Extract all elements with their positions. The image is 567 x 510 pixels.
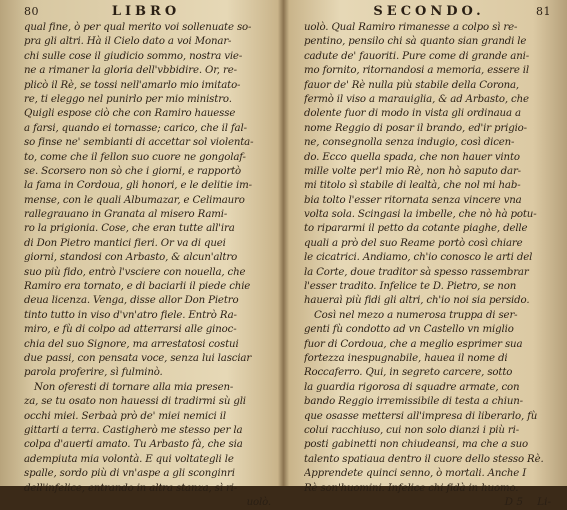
- text-line: due passi, con pensata voce, senza lui lasciar: [24, 352, 252, 364]
- text-line: l'esser tradito. Infelice te D. Pietro, se non: [304, 281, 517, 293]
- text-line: rallegrauano in Granata al misero Rami-: [24, 209, 228, 221]
- text-line: adempiuta mia volontà. E qui voltategli le: [24, 453, 234, 465]
- text-line: Quigli espose ciò che con Ramiro hauesse: [24, 108, 236, 120]
- text-line: do. Ecco quella spada, che non hauer vinto: [304, 151, 520, 163]
- text-line: volta sola. Scingasi la imbelle, che nò hà potu-: [304, 209, 537, 221]
- text-line: fauor de' Rè nulla più stabile della Corona,: [304, 79, 519, 91]
- text-line: pentino, pensilo chi sà quanto sian grandi le: [304, 36, 527, 48]
- text-line: Roccaferro. Qui, in segreto carcere, sotto: [304, 367, 513, 379]
- left-page-text: [24, 21, 271, 510]
- text-line: Rè son'huomini. Infelice chi fidà in huomo.: [304, 482, 519, 494]
- right-running-head: [304, 4, 551, 19]
- right-running-title: SECONDO.: [373, 4, 485, 19]
- text-line: giorni, standosi con Arbasto, & alcun'altro: [24, 252, 238, 264]
- text-line: uolò. Qual Ramiro rimanesse a colpo sì re-: [304, 22, 518, 33]
- text-line: que osasse mettersi all'impresa di liberarlo, fù: [304, 410, 538, 422]
- text-line: haueraì più fidi gli altri, ch'io noi sia persido.: [304, 295, 530, 307]
- text-line: mense, con le quali Albumazar, e Celimauro: [24, 194, 245, 206]
- text-line: di Don Pietro mantici fieri. Or va di quei: [24, 237, 226, 249]
- text-line: qual fine, ò per qual merito voi sollenuate so-: [24, 22, 252, 33]
- text-line: cadute de' fauoriti. Pure come di grande ani-: [304, 50, 530, 62]
- text-line: dell'infelice, entrando in altra stanza, sì ri-: [24, 482, 238, 494]
- left-page: [0, 0, 283, 508]
- text-line: mo fornito, ritornandosi a memoria, essere il: [304, 65, 530, 77]
- catchword: Li-: [537, 495, 551, 508]
- text-line: chia del suo Signore, ma arrestatosi costui: [24, 338, 239, 350]
- text-line: spalle, sordo più di vn'aspe a gli sconginri: [24, 468, 235, 480]
- left-running-head: [24, 4, 271, 19]
- text-line: tinto tutto in viso d'vn'atro fiele. Entrò Ra-: [24, 309, 237, 321]
- text-line: to, come che il fellon suo cuore ne gongolaf-: [24, 151, 246, 163]
- text-line: bando Reggio irremissibile di testa a chiun-: [304, 396, 523, 408]
- text-line: plicò il Rè, se tossi nell'amarlo mio imitato-: [24, 79, 241, 91]
- text-line: suo più fido, entrò l'vsciere con nouella, che: [24, 266, 246, 278]
- text-line: la guardia rigorosa di squadre armate, con: [304, 381, 520, 393]
- text-line: nome Reggio di posar il brando, ed'ir prigio-: [304, 122, 527, 134]
- right-page: [284, 0, 567, 508]
- signature-line: [304, 496, 551, 508]
- text-line: re, ti eleggo nel punirlo per mio ministro.: [24, 93, 232, 105]
- text-line: occhi miei. Serbaà prò de' miei nemici il: [24, 410, 226, 422]
- text-line: la Corte, doue traditor sà spesso rassembrar: [304, 266, 529, 278]
- text-line: Così nel mezo a numerosa truppa di ser-: [314, 309, 518, 321]
- text-line: chi sulle cose il giudicio sommo, nostra vie-: [24, 50, 243, 62]
- text-line: Apprendete quinci senno, ò mortali. Anche I: [304, 468, 527, 480]
- text-line: fermò il viso a marauiglia, & ad Arbasto, che: [304, 93, 529, 105]
- text-line: talento spatiaua dentro il cuore dello stesso Rè.: [304, 453, 544, 465]
- signature-mark: D 5: [504, 495, 524, 508]
- text-line: quali a prò del suo Reame portò così chiare: [304, 237, 523, 249]
- text-line: so finse ne' sembianti di accettar sol violenta-: [24, 137, 254, 149]
- text-line: la fama in Cordoua, gli honori, e le delitie im-: [24, 180, 252, 192]
- text-line: ne, consegnolla senza indugio, così dicen-: [304, 137, 515, 149]
- text-line: le cicatrici. Andiamo, ch'io conosco le arti del: [304, 252, 533, 264]
- text-line: pra gli altri. Hà il Cielo dato a voi Monar-: [24, 36, 232, 48]
- right-page-number: 81: [536, 5, 551, 18]
- text-line: Ramiro era tornato, e di baciarli il piede chie: [24, 281, 251, 293]
- text-line: mille volte per'l mio Rè, non hò saputo dar-: [304, 165, 521, 177]
- text-line: uolò.: [246, 496, 271, 508]
- right-page-text: [304, 21, 551, 496]
- text-line: Non oferesti di tornare alla mia presen-: [34, 381, 234, 393]
- text-line: za, se tu osato non hauessi di tradirmi sù gli: [24, 396, 246, 408]
- text-line: mi titolo sì stabile di lealtà, che nol mi hab-: [304, 180, 521, 192]
- text-line: colpa d'auerti amato. Tu Arbasto fà, che sia: [24, 439, 243, 451]
- text-line: fortezza inespugnabile, hauea il nome di: [304, 352, 508, 364]
- text-line: dolente fuor di modo in vista gli ordinaua a: [304, 108, 521, 120]
- text-line: parola proferire, sì fulminò.: [24, 367, 163, 379]
- text-line: posti gabinetti non chiudeansi, ma che a suo: [304, 439, 528, 451]
- text-line: ro la prigionia. Cose, che eran tutte all'ira: [24, 223, 235, 235]
- text-line: ne a rimaner la gloria dell'vbbidire. Or, re-: [24, 65, 237, 77]
- text-line: a farsi, quando ei tornasse; carico, che il fal-: [24, 122, 247, 134]
- text-line: fuor di Cordoua, che a meglio esprimer sua: [304, 338, 523, 350]
- text-line: deua licenza. Venga, disse allor Don Pietro: [24, 295, 239, 307]
- text-line: miro, e fù di colpo ad atterrarsi alle ginoc-: [24, 324, 237, 336]
- text-line: bia tolto l'esser ritornata senza vincere vna: [304, 194, 522, 206]
- text-line: colui racchiuso, cui non solo dianzi i più ri-: [304, 424, 520, 436]
- text-line: to ripararmi il petto da cotante piaghe, delle: [304, 223, 528, 235]
- text-line: gittarti a terra. Castigherò me stesso per la: [24, 424, 243, 436]
- text-line: genti fù condotto ad vn Castello vn miglio: [304, 324, 514, 336]
- left-running-title: LIBRO: [111, 4, 181, 19]
- text-line: se. Scorsero non sò che i giorni, e rapportò: [24, 165, 242, 177]
- left-page-number: 80: [24, 5, 39, 18]
